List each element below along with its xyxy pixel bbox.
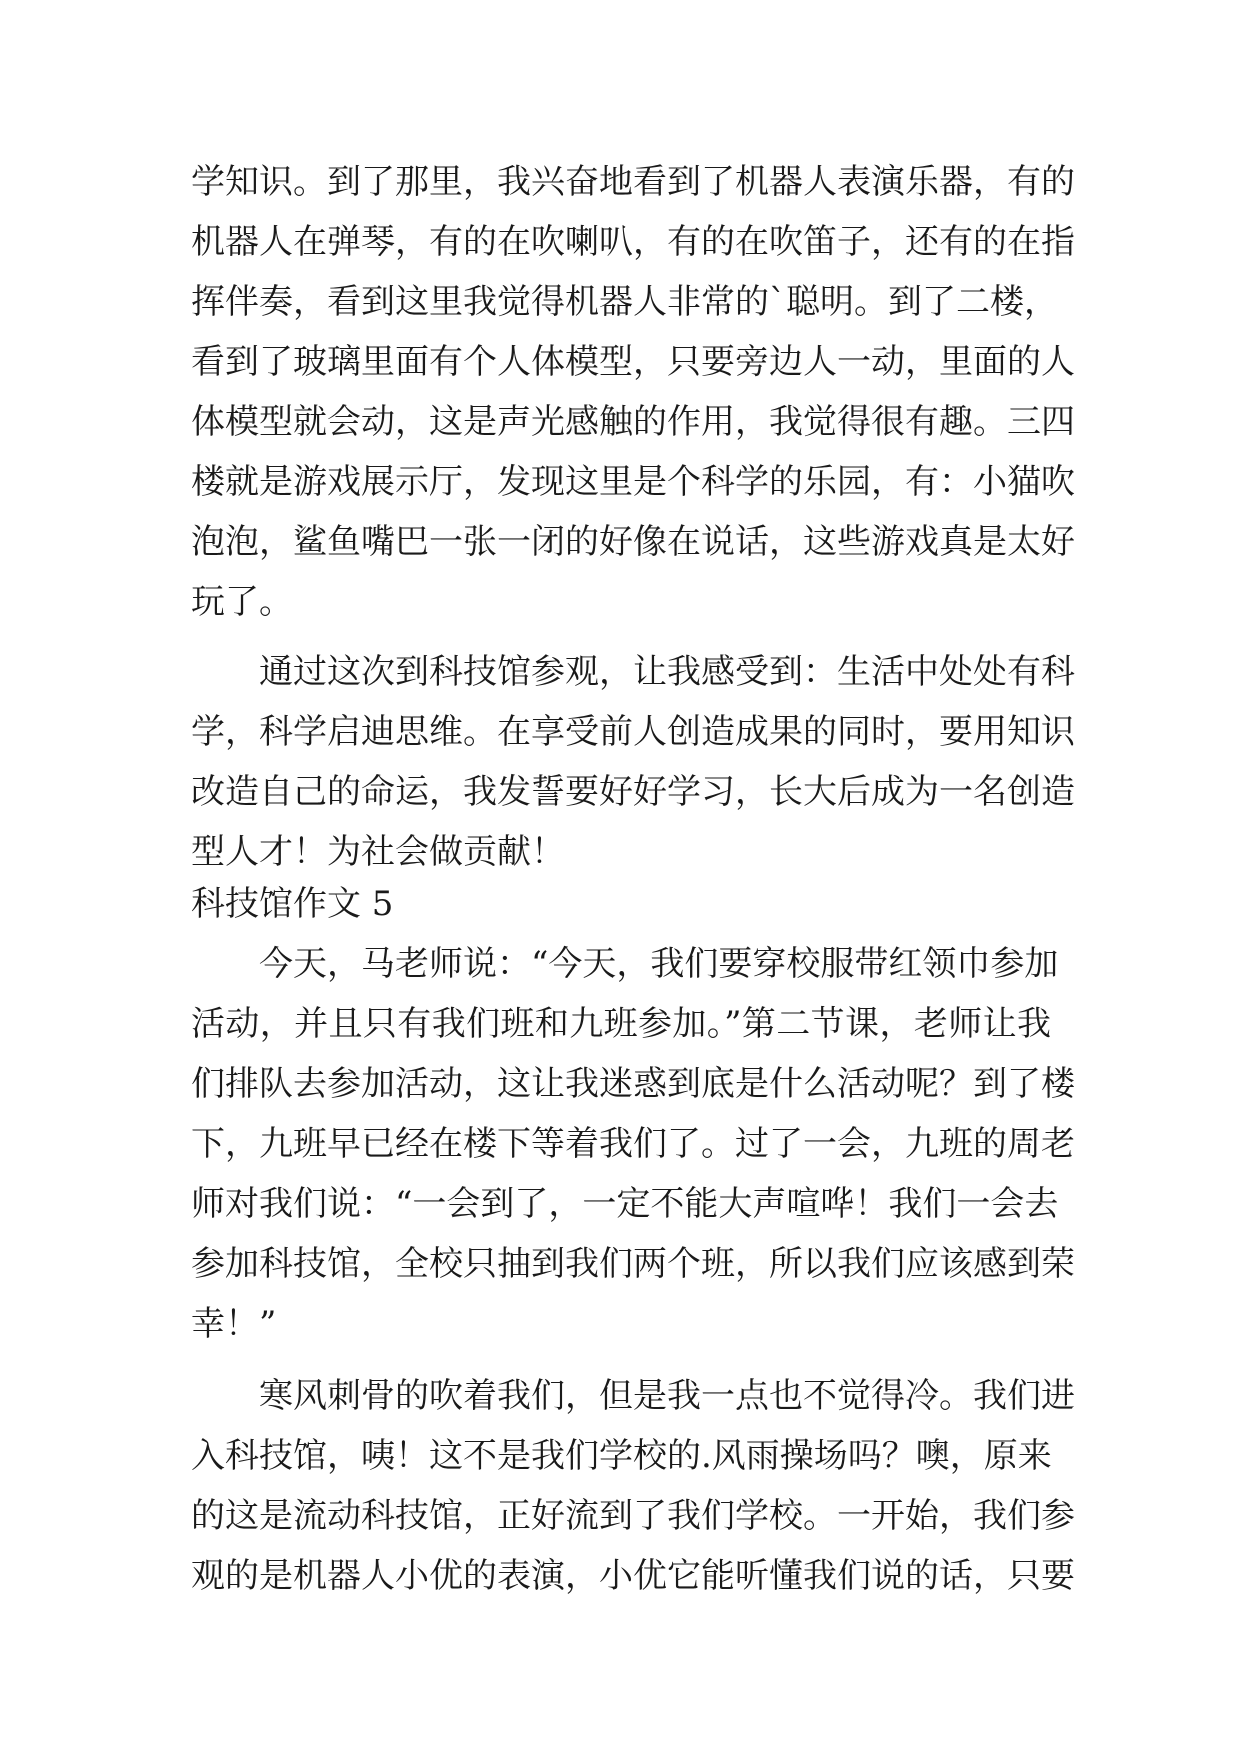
paragraph-line: 幸！”: [191, 1304, 277, 1344]
paragraph-line: 挥伴奏，看到这里我觉得机器人非常的`聪明。到了二楼，: [191, 282, 1058, 322]
paragraph-line: 看到了玻璃里面有个人体模型，只要旁边人一动，里面的人: [191, 342, 1075, 382]
paragraph-line: 师对我们说：“一会到了，一定不能大声喧哗！我们一会去: [191, 1184, 1059, 1224]
paragraph-line: 今天，马老师说：“今天，我们要穿校服带红领巾参加: [259, 944, 1059, 984]
paragraph-line: 观的是机器人小优的表演，小优它能听懂我们说的话，只要: [191, 1556, 1075, 1596]
paragraph-line: 楼就是游戏展示厅，发现这里是个科学的乐园，有：小猫吹: [191, 462, 1075, 502]
paragraph-line: 改造自己的命运，我发誓要好好学习，长大后成为一名创造: [191, 772, 1075, 812]
paragraph-line: 机器人在弹琴，有的在吹喇叭，有的在吹笛子，还有的在指: [191, 222, 1075, 262]
paragraph-line: 玩了。: [191, 582, 293, 622]
paragraph-line: 的这是流动科技馆，正好流到了我们学校。一开始，我们参: [191, 1496, 1075, 1536]
section-heading: 科技馆作文 5: [191, 884, 394, 924]
paragraph-line: 通过这次到科技馆参观，让我感受到：生活中处处有科: [259, 652, 1075, 692]
paragraph-line: 们排队去参加活动，这让我迷惑到底是什么活动呢？到了楼: [191, 1064, 1075, 1104]
paragraph-line: 学，科学启迪思维。在享受前人创造成果的同时，要用知识: [191, 712, 1075, 752]
paragraph-line: 泡泡，鲨鱼嘴巴一张一闭的好像在说话，这些游戏真是太好: [191, 522, 1075, 562]
paragraph-line: 寒风刺骨的吹着我们，但是我一点也不觉得冷。我们进: [259, 1376, 1075, 1416]
paragraph-line: 活动，并且只有我们班和九班参加。”第二节课，老师让我: [191, 1004, 1051, 1044]
paragraph-line: 体模型就会动，这是声光感触的作用，我觉得很有趣。三四: [191, 402, 1075, 442]
paragraph-line: 学知识。到了那里，我兴奋地看到了机器人表演乐器，有的: [191, 162, 1075, 202]
paragraph-line: 入科技馆，咦！这不是我们学校的.风雨操场吗？噢，原来: [191, 1436, 1052, 1476]
paragraph-line: 参加科技馆，全校只抽到我们两个班，所以我们应该感到荣: [191, 1244, 1075, 1284]
paragraph-line: 下，九班早已经在楼下等着我们了。过了一会，九班的周老: [191, 1124, 1075, 1164]
paragraph-line: 型人才！为社会做贡献！: [191, 832, 565, 872]
